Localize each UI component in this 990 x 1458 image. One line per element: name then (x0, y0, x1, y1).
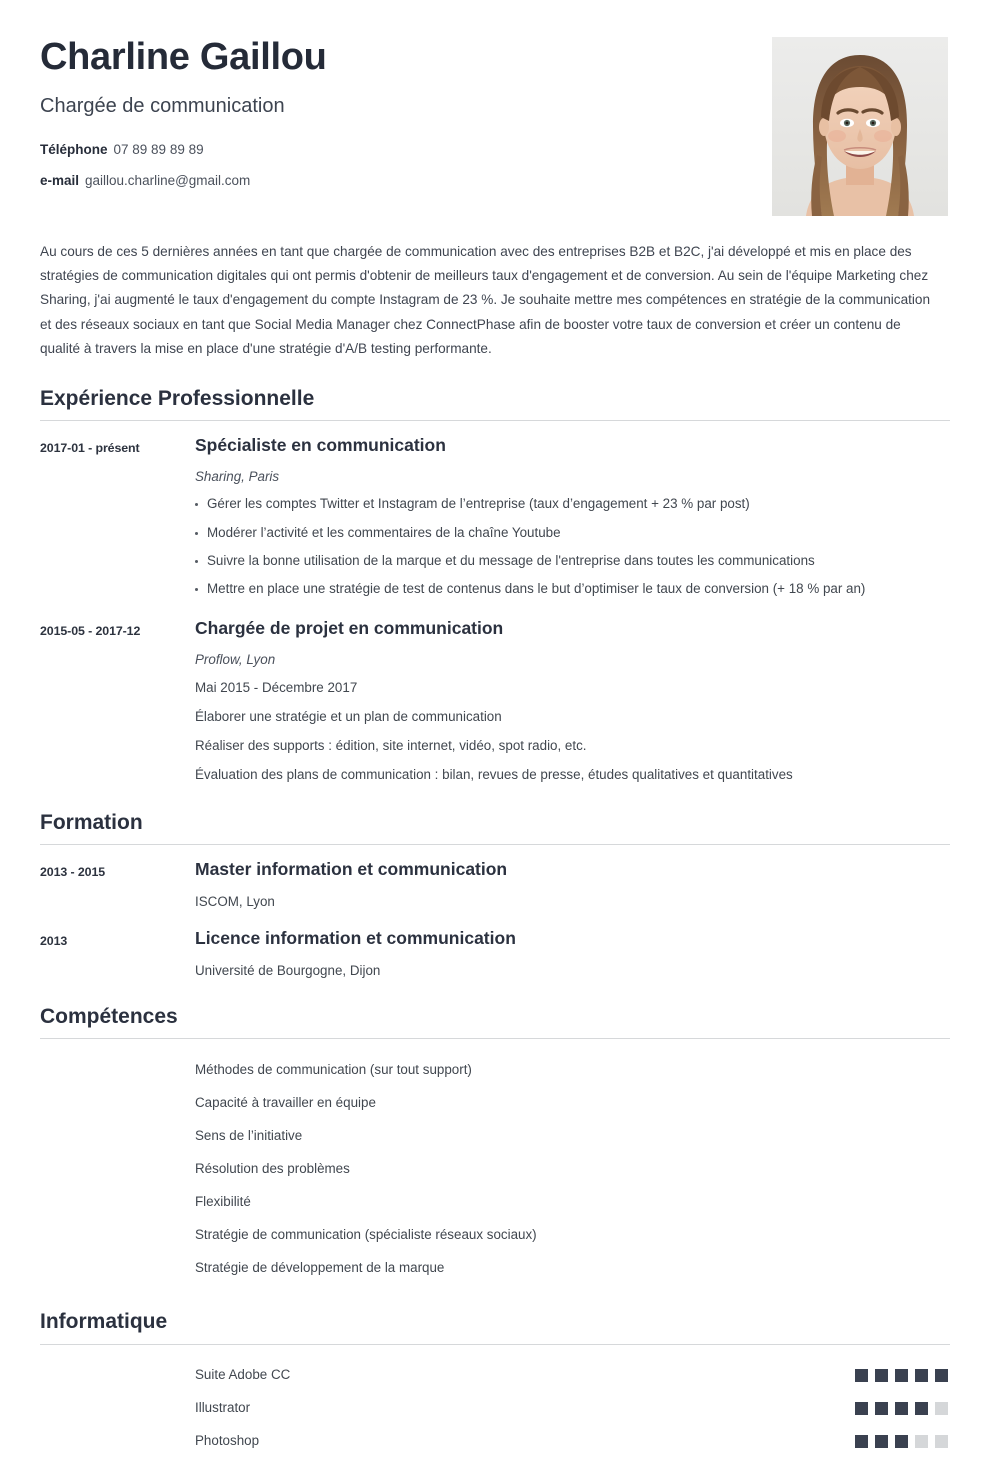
cv-header (0, 0, 990, 228)
rating-square-filled (895, 1369, 908, 1382)
informatique-header (40, 1310, 950, 1344)
software-skill-row (40, 1392, 950, 1425)
formation-date: 2013 (40, 933, 68, 948)
software-label: Suite Adobe CC (195, 1367, 291, 1383)
competence-label: Capacité à travailler en équipe (195, 1095, 376, 1111)
formation-entry (40, 928, 950, 979)
rating-square-empty (915, 1435, 928, 1448)
rating-square-filled (915, 1369, 928, 1382)
experience-company: Proflow, Lyon (195, 651, 276, 667)
formation-body (195, 859, 950, 910)
rating-square-filled (875, 1369, 888, 1382)
experience-company: Sharing, Paris (195, 469, 280, 485)
formation-date: 2013 - 2015 (40, 864, 106, 879)
formation-entry (40, 859, 950, 910)
rating-square-filled (855, 1435, 868, 1448)
section-title-informatique: Informatique (40, 1310, 168, 1334)
rating-square-filled (875, 1402, 888, 1415)
section-competences (0, 1005, 990, 1284)
formation-degree: Master information et communication (195, 858, 508, 879)
rating-squares (855, 1369, 950, 1382)
contact-label-phone: Téléphone (40, 141, 108, 157)
job-title: Chargée de communication (40, 94, 285, 117)
formation-body (195, 928, 950, 979)
software-label: Photoshop (195, 1433, 260, 1449)
experience-body (195, 618, 950, 785)
section-informatique (0, 1310, 990, 1457)
software-label: Illustrator (195, 1400, 251, 1416)
formation-header (40, 811, 950, 845)
experience-date: 2017-01 - présent (40, 441, 140, 456)
competence-label: Stratégie de développement de la marque (195, 1260, 445, 1276)
divider (40, 420, 950, 421)
contact-label-email: e-mail (40, 173, 80, 189)
rating-square-empty (935, 1435, 948, 1448)
experience-line: Réaliser des supports : édition, site internet, vidéo, spot radio, etc. (195, 738, 587, 754)
rating-square-empty (935, 1402, 948, 1415)
list-item: Gérer les comptes Twitter et Instagram de l’entreprise (taux d’engagement + 23 % par post) (195, 495, 950, 513)
competences-list (40, 1053, 950, 1284)
list-item (40, 1185, 950, 1218)
software-skill-row (40, 1425, 950, 1458)
experience-bullet-list (195, 495, 950, 597)
experience-entry (40, 618, 950, 785)
divider (40, 844, 950, 845)
section-title-formation: Formation (40, 810, 143, 834)
competence-label: Méthodes de communication (sur tout support) (195, 1062, 472, 1078)
list-item: Modérer l’activité et les commentaires de la chaîne Youtube (195, 524, 950, 542)
list-item (40, 1152, 950, 1185)
experience-line: Mai 2015 - Décembre 2017 (195, 680, 358, 696)
experience-job-title: Spécialiste en communication (195, 435, 446, 456)
divider (40, 1344, 950, 1345)
rating-square-filled (935, 1369, 948, 1382)
rating-square-filled (895, 1402, 908, 1415)
experience-date: 2015-05 - 2017-12 (40, 623, 141, 638)
rating-squares (855, 1402, 950, 1415)
list-item: Mettre en place une stratégie de test de contenus dans le but d’optimiser le taux de conversion (+ 18 % par an) (195, 580, 950, 598)
list-item (40, 1218, 950, 1251)
competence-label: Flexibilité (195, 1194, 251, 1210)
divider (40, 1038, 950, 1039)
competences-header (40, 1005, 950, 1039)
profile-summary: Au cours de ces 5 dernières années en tant que chargée de communication avec des entreprises B2B et B2C, j'ai développé et mis en place des stratégies de communication digitales qui ont permis d'obtenir de meilleurs taux d'engagement et de conversion. Au sein de l'équipe Marketing chez Sharing, j'ai augmenté le taux d'engagement du compte Instagram de 23 %. Je souhaite mettre mes compétences en stratégie de la communication et des réseaux sociaux en tant que Social Media Manager chez ConnectPhase afin de booster votre taux de conversion et créer un contenu de qualité à travers la mise en place d'une stratégie d'A/B testing performante. (40, 244, 931, 356)
experience-line: Évaluation des plans de communication : bilan, revues de presse, études qualitatives et quantitatives (195, 767, 793, 783)
rating-square-filled (855, 1369, 868, 1382)
avatar (772, 37, 948, 216)
competence-label: Résolution des problèmes (195, 1161, 350, 1177)
list-item: Suivre la bonne utilisation de la marque et du message de l'entreprise dans toutes les communications (195, 552, 950, 570)
experience-entry (40, 435, 950, 598)
list-item (40, 1119, 950, 1152)
experience-job-title: Chargée de projet en communication (195, 617, 504, 638)
list-item (40, 1086, 950, 1119)
section-title-competences: Compétences (40, 1005, 178, 1029)
list-item (40, 1053, 950, 1086)
experience-body (195, 435, 950, 598)
formation-school: ISCOM, Lyon (195, 893, 275, 909)
rating-square-filled (875, 1435, 888, 1448)
section-experience (0, 387, 990, 784)
list-item (40, 1251, 950, 1284)
rating-squares (855, 1435, 950, 1448)
rating-square-filled (915, 1402, 928, 1415)
software-skill-row (40, 1359, 950, 1392)
section-title-experience: Expérience Professionnelle (40, 387, 315, 411)
formation-degree: Licence information et communication (195, 927, 516, 948)
competence-label: Sens de l’initiative (195, 1128, 303, 1144)
competence-label: Stratégie de communication (spécialiste réseaux sociaux) (195, 1227, 537, 1243)
formation-school: Université de Bourgogne, Dijon (195, 962, 381, 978)
rating-square-filled (895, 1435, 908, 1448)
experience-header (40, 387, 950, 421)
portrait-photo-icon (772, 37, 948, 216)
contact-value-phone: 07 89 89 89 89 (113, 141, 204, 157)
section-formation (0, 811, 990, 980)
rating-square-filled (855, 1402, 868, 1415)
page-title: Charline Gaillou (40, 36, 327, 78)
experience-line: Élaborer une stratégie et un plan de communication (195, 709, 502, 725)
contact-value-email: gaillou.charline@gmail.com (85, 173, 251, 189)
